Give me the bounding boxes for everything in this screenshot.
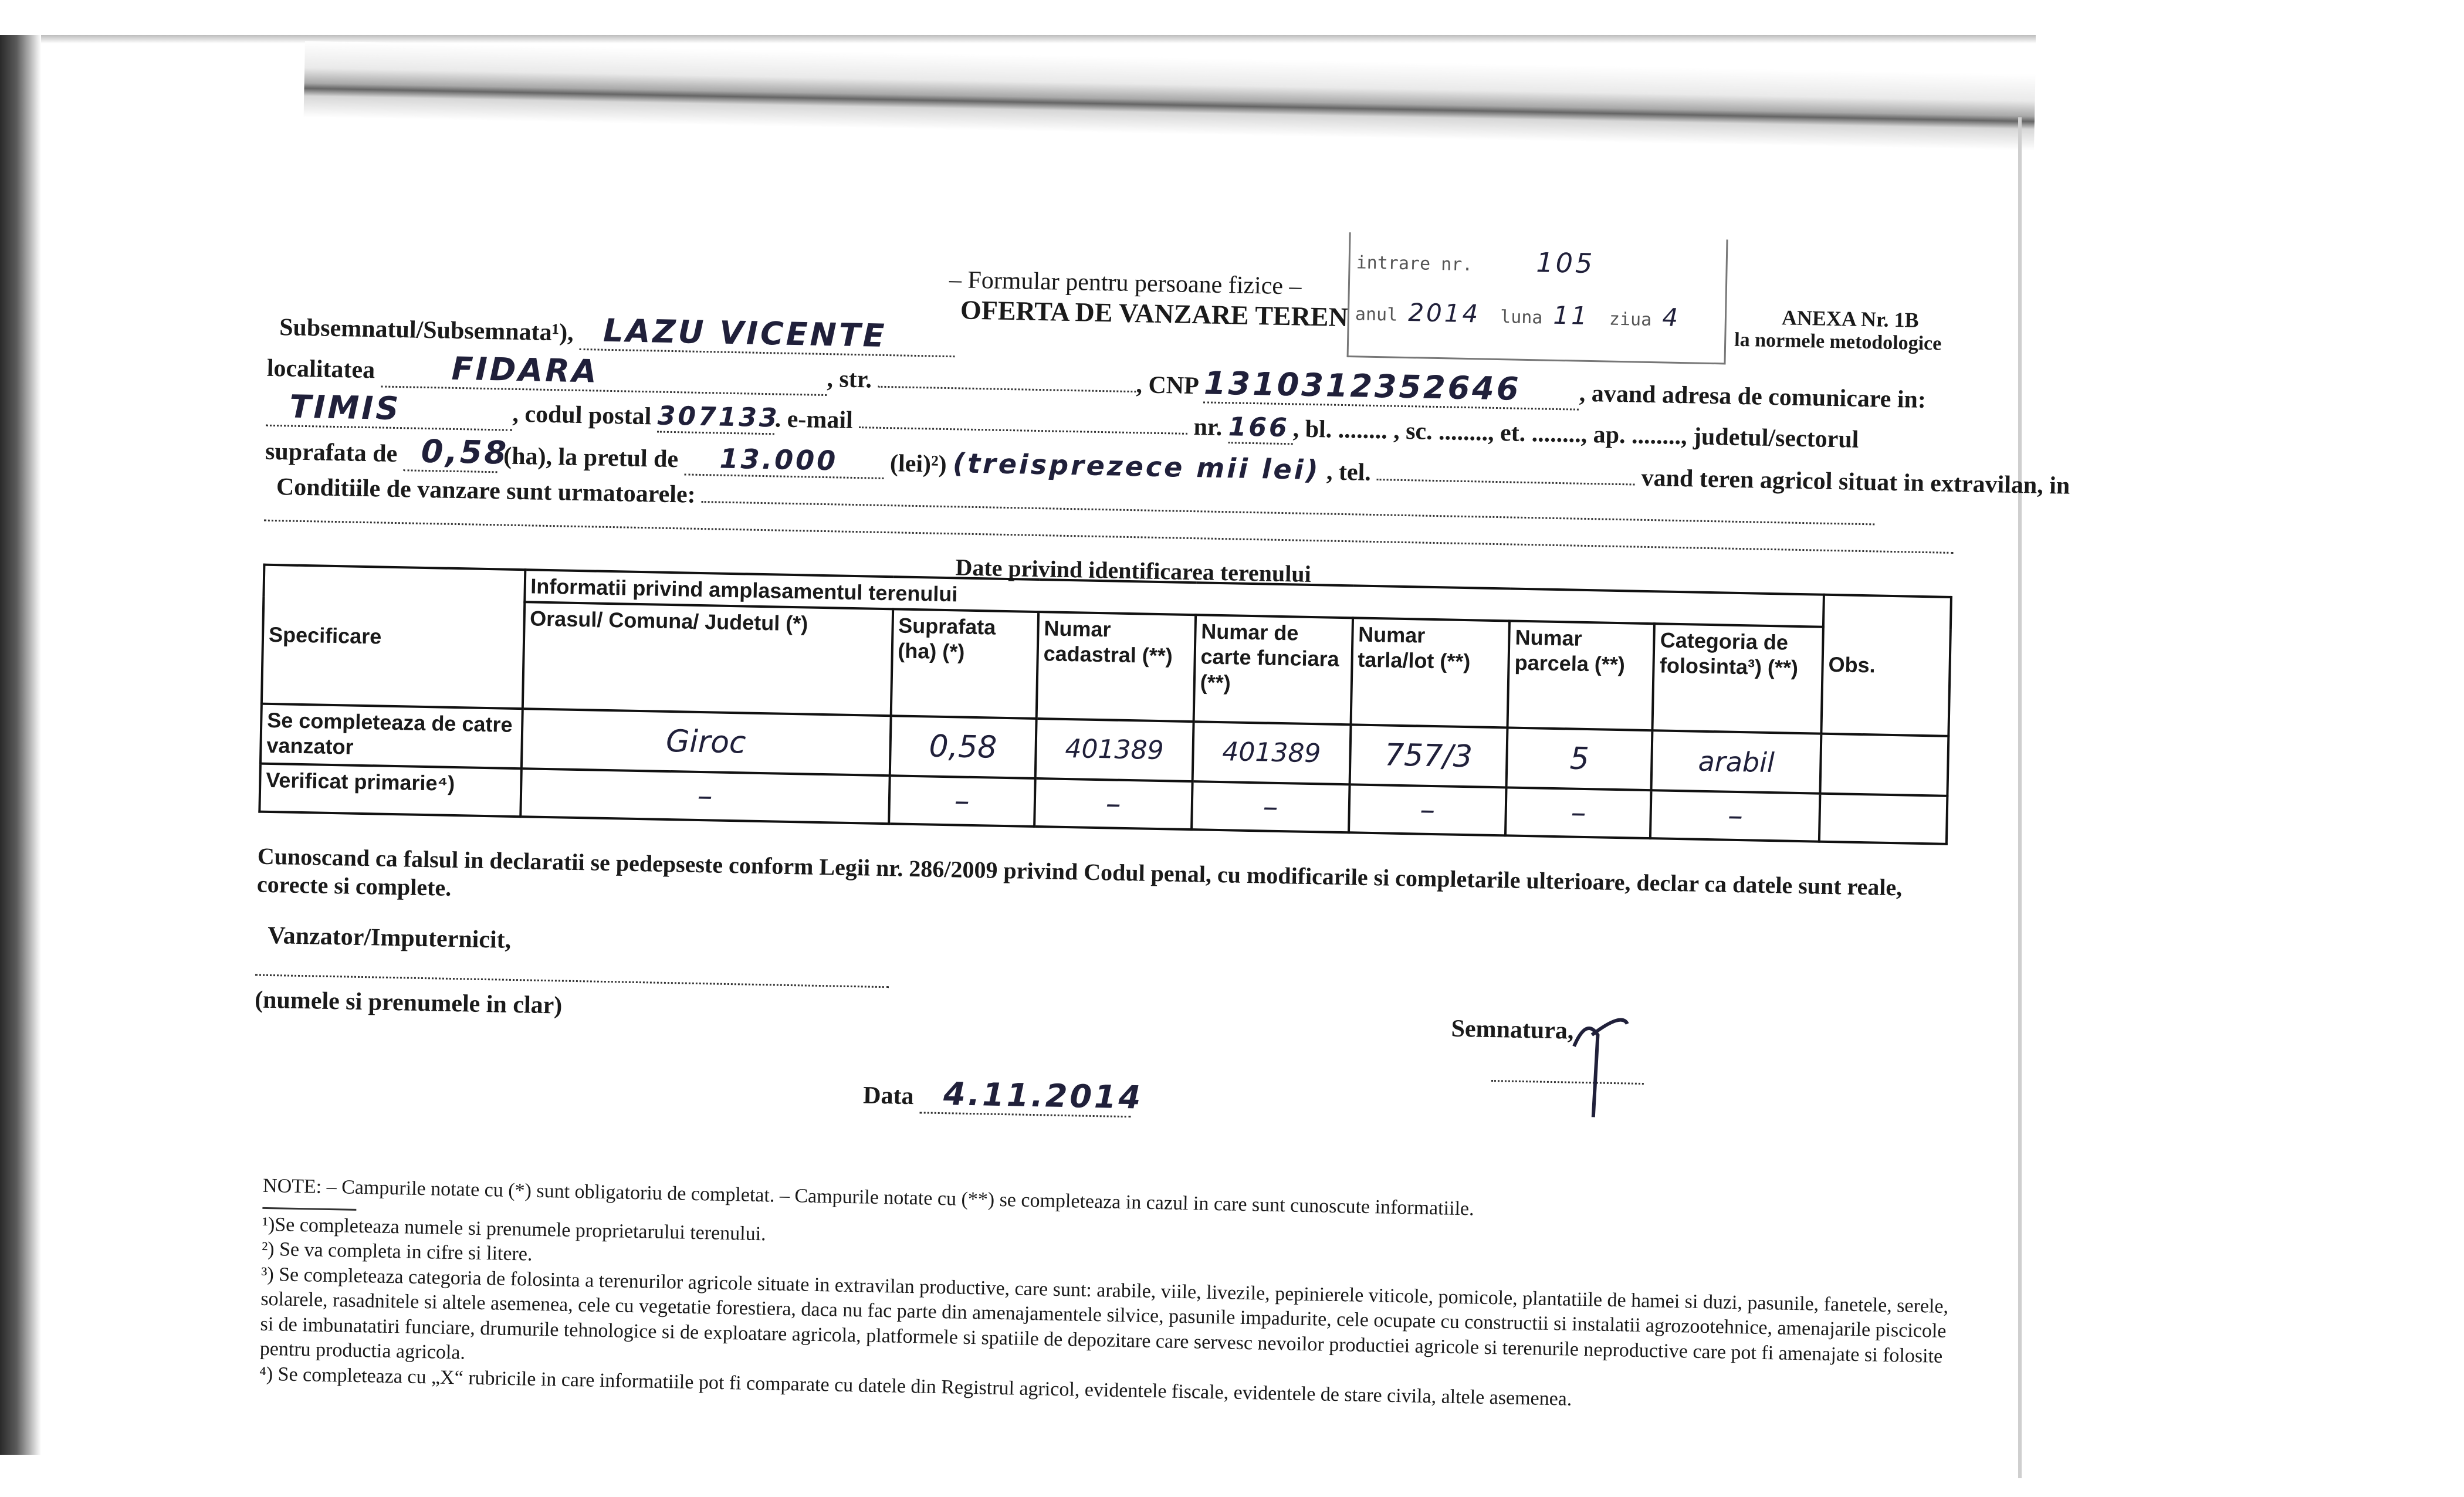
vanzator-name-line	[255, 974, 889, 988]
data-value: 4.11.2014	[943, 1075, 1143, 1116]
form-page	[223, 211, 2070, 1476]
row-label-vanzator: Se completeaza de catre vanzator	[260, 704, 522, 769]
pret-value: 13.000	[719, 442, 838, 477]
cell-carte-verificat: –	[1192, 781, 1349, 832]
cell-suprafata-verificat: –	[889, 775, 1035, 827]
nume-clar-label: (numele si prenumele in clar)	[254, 986, 563, 1020]
cell-orasul-verificat: –	[520, 768, 890, 824]
codul-postal-value: 307133	[657, 401, 780, 433]
cell-parcela-verificat: –	[1505, 788, 1651, 839]
notes-separator	[262, 1207, 356, 1210]
page-fold-shadow	[304, 41, 2036, 151]
notes-section	[259, 1174, 1964, 1420]
stamp-anul-label: anul	[1355, 304, 1398, 326]
land-identification-table	[258, 564, 1952, 845]
email-label: . e-mail	[774, 405, 854, 434]
header-categoria: Categoria de folosinta³) (**)	[1653, 624, 1823, 733]
header-cadastral: Numar cadastral (**)	[1037, 612, 1196, 722]
tel-label: , tel.	[1326, 458, 1372, 486]
subsemnatul-label: Subsemnatul/Subsemnata¹),	[279, 314, 574, 347]
stamp-anul-value: 2014	[1407, 298, 1481, 328]
localitatea-label: localitatea	[266, 354, 375, 384]
nr-value: 166	[1228, 412, 1290, 443]
declaration-text: Cunoscand ca falsul in declaratii se pedepseste conform Legii nr. 286/2009 privind Codul penal, cu modificarile si completarile ulterioare, declar ca datele sunt reale, corecte si complete.	[256, 842, 1903, 901]
stamp-ziua-value: 4	[1661, 303, 1681, 332]
header-informatii: Informatii privind amplasamentul terenului	[524, 570, 1824, 627]
stamp-ziua-label: ziua	[1609, 309, 1652, 331]
stamp-intrare-label: intrare nr.	[1356, 252, 1473, 276]
cell-cadastral-verificat: –	[1034, 778, 1192, 829]
note-3: ³) Se completeaza categoria de folosinta a terenurilor agricole situate in extravilan productive, care sunt: arabile, viile, livezile, pepinierele viticole, pomicole, plantatiile de hamei si duzi, pasunile, fanetele, serele, solarele, rasadnitele si altele asemenea, cele cu vegetatie forestiera, daca nu fac parte din amenajamentele silvice, pasunile impadurite, cele ocupate cu constructii si instalatii agrozootehnice, amenajarile piscicole si de imbunatatiri funciare, drumurile tehnologice si de exploatare agricola, platformele si spatiile de depozitare care servesc nevoilor productiei agricole si terenurile neproductive care pot fi amenajate si folosite pentru productia agricola.	[259, 1263, 1949, 1367]
str-label: , str.	[827, 365, 872, 394]
signature-mark	[1549, 999, 1657, 1136]
cell-parcela: 5	[1507, 728, 1653, 791]
cell-carte-funciara: 401389	[1192, 722, 1351, 784]
note-2: ²) Se va completa in cifre si litere.	[261, 1238, 533, 1265]
registration-stamp	[1347, 232, 1728, 364]
conditii-label: Conditiile de vanzare sunt urmatoarele:	[276, 473, 696, 509]
scan-edge-right	[2018, 117, 2022, 1478]
header-parcela: Numar parcela (**)	[1508, 621, 1655, 731]
judet-value: TIMIS	[289, 388, 401, 428]
cell-tarla: 757/3	[1349, 724, 1507, 787]
cnp-value: 1310312352646	[1203, 364, 1522, 408]
semnatura-label: Semnatura,	[1451, 1015, 1574, 1045]
form-type-label: – Formular pentru persoane fizice –	[949, 266, 1302, 300]
cell-obs-verificat	[1819, 794, 1948, 844]
data-row	[862, 1073, 1143, 1117]
header-obs: Obs.	[1821, 595, 1951, 736]
cell-categoria-verificat: –	[1650, 790, 1820, 842]
header-orasul: Orasul/ Comuna/ Judetul (*)	[522, 602, 892, 716]
bl-sc-et-ap-label: , bl. ........ , sc. ........, et. ........, ap. ........, judetul/sectorul	[1292, 415, 1859, 453]
cell-orasul: Giroc	[521, 709, 891, 775]
suprafata-value: 0,58	[421, 432, 509, 472]
cnp-label: , CNP	[1136, 371, 1198, 400]
table-title: Date privind identificarea terenului	[955, 554, 1312, 587]
row-label-primarie: Verificat primarie⁴)	[259, 764, 521, 817]
declarant-name: LAZU VICENTE	[603, 311, 888, 354]
header-specificare: Specificare	[262, 565, 525, 709]
cell-categoria: arabil	[1651, 730, 1821, 794]
vanzator-label: Vanzator/Imputernicit,	[267, 922, 512, 954]
cell-suprafata: 0,58	[889, 716, 1036, 778]
scan-edge-left	[0, 35, 41, 1455]
cell-obs	[1820, 734, 1948, 796]
note-1: ¹)Se completeaza numele si prenumele proprietarului terenului.	[262, 1213, 766, 1245]
note-general: NOTE: – Campurile notate cu (*) sunt obligatoriu de completat. – Campurile notate cu (**) se completeaza in cazul in care sunt cunoscute informatiile.	[262, 1174, 1474, 1220]
header-tarla: Numar tarla/lot (**)	[1351, 618, 1509, 728]
pret-litere-value: (treisprezece mii lei)	[952, 447, 1321, 486]
nr-label: nr.	[1193, 414, 1223, 441]
data-label: Data	[862, 1082, 915, 1110]
adresa-label: , avand adresa de comunicare in:	[1579, 380, 1927, 414]
header-suprafata: Suprafata (ha) (*)	[891, 609, 1038, 719]
cell-cadastral: 401389	[1035, 719, 1194, 781]
ha-pret-label: (ha), la pretul de	[503, 442, 679, 473]
annex-subtitle: la normele metodologice	[1734, 328, 1942, 355]
cell-tarla-verificat: –	[1349, 784, 1507, 835]
annex-number: ANEXA Nr. 1B	[1781, 306, 1920, 332]
localitatea-value: FIDARA	[451, 350, 600, 390]
lei-label: (lei)²)	[889, 450, 947, 478]
stamp-intrare-value: 105	[1535, 246, 1595, 280]
vand-label: vand teren agricol situat in extravilan, in	[1641, 464, 2070, 500]
header-carte-funciara: Numar de carte funciara (**)	[1193, 615, 1352, 724]
form-title: OFERTA DE VANZARE TEREN	[960, 294, 1349, 333]
note-4: ⁴) Se completeaza cu „X“ rubricile in care informatiile pot fi comparate cu datele din Registrul agricol, evidentele fiscale, evidentele de stare civila, altele asemenea.	[259, 1363, 1572, 1410]
stamp-luna-value: 11	[1553, 300, 1590, 330]
codul-postal-label: , codul postal	[512, 400, 652, 431]
suprafata-label: suprafata de	[265, 438, 398, 468]
stamp-luna-label: luna	[1500, 307, 1543, 328]
